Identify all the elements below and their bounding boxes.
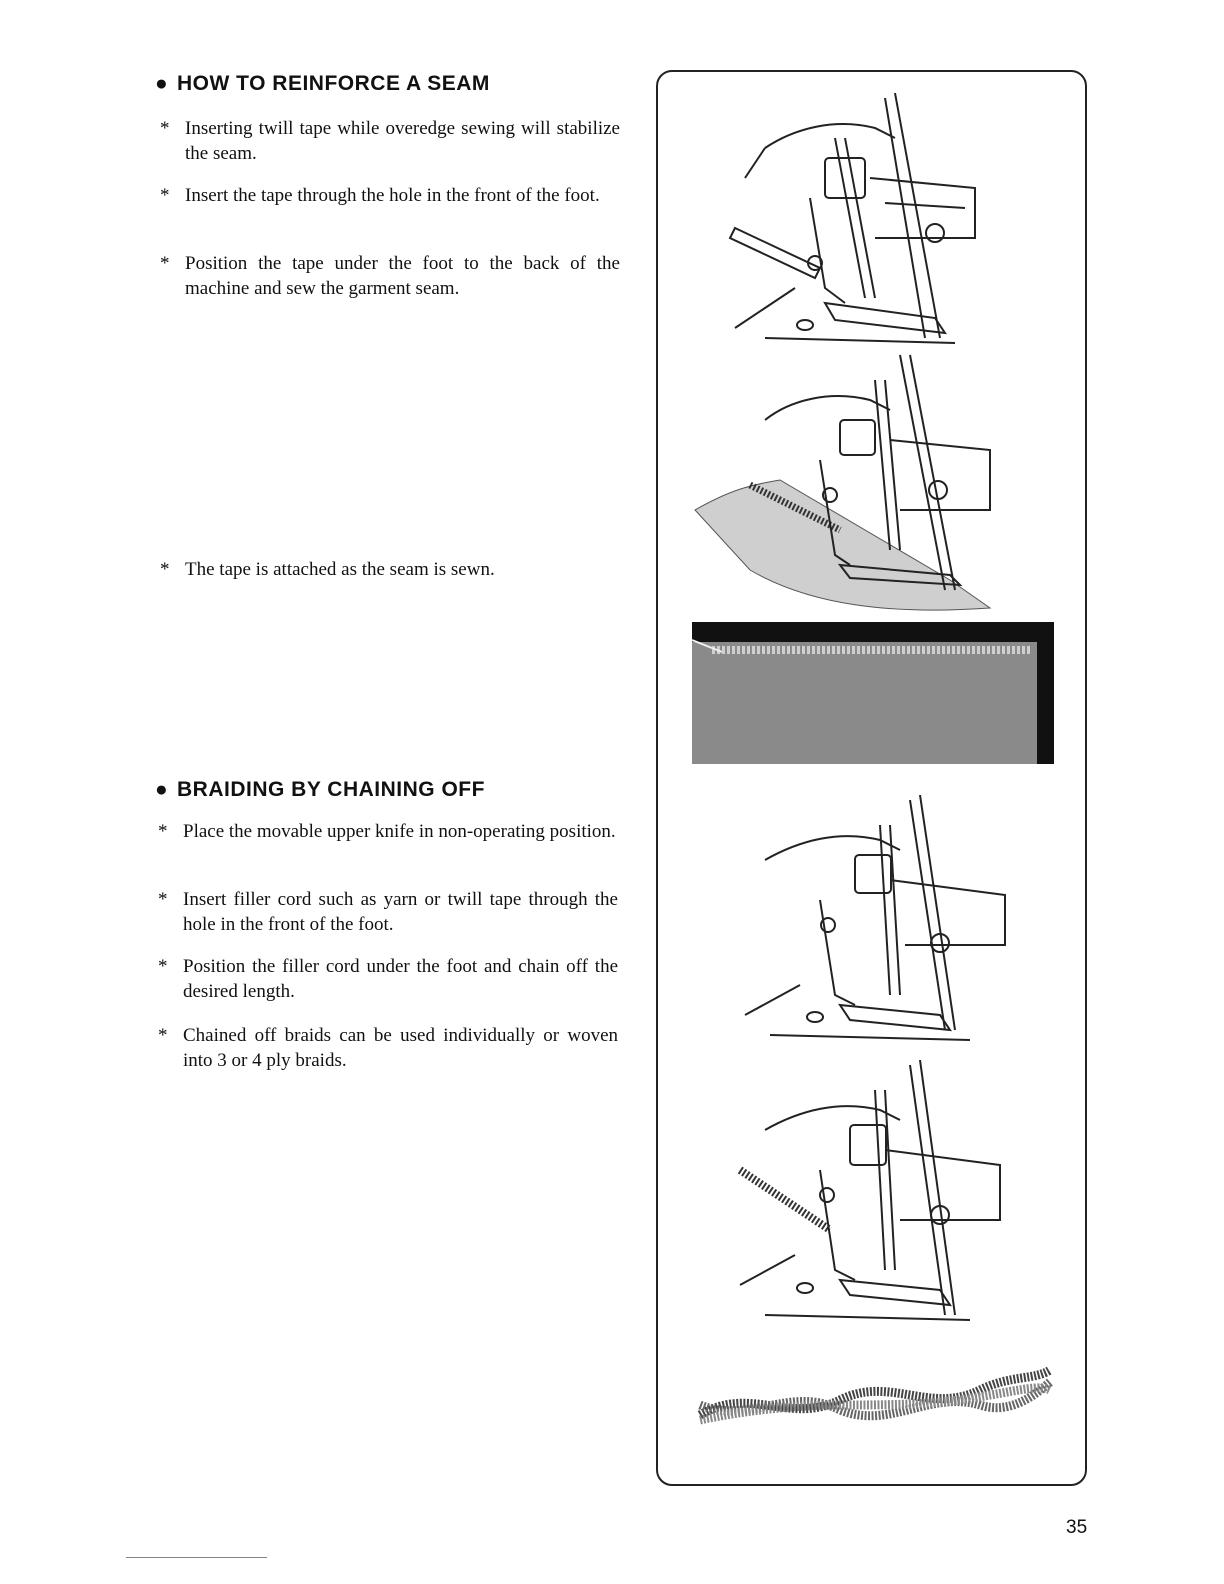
list-item — [158, 1023, 618, 1073]
item-text: Chained off braids can be used individually or woven into 3 or 4 ply braids. — [183, 1025, 618, 1071]
presser-foot-tape-illustration — [725, 88, 1025, 348]
asterisk-icon: * — [158, 1025, 168, 1046]
heading-text: BRAIDING BY CHAINING OFF — [177, 778, 485, 801]
item-text: Insert filler cord such as yarn or twill tape through the hole in the front of the foot. — [183, 889, 618, 935]
list-item — [160, 183, 620, 208]
item-text: Inserting twill tape while overedge sewing will stabilize the seam. — [185, 118, 620, 164]
list-item — [158, 887, 618, 937]
asterisk-icon: * — [160, 253, 170, 274]
section-heading-braiding — [155, 778, 485, 802]
list-item — [158, 819, 618, 844]
footer-rule — [126, 1557, 267, 1558]
item-text: Position the tape under the foot to the back of the machine and sew the garment seam. — [185, 253, 620, 299]
item-text: Position the filler cord under the foot and chain off the desired length. — [183, 956, 618, 1002]
filler-cord-illustration — [740, 795, 1020, 1045]
item-text: Place the movable upper knife in non-operating position. — [183, 821, 616, 842]
seam-sewing-illustration — [690, 350, 1020, 615]
section-heading-reinforce-seam — [155, 72, 490, 96]
asterisk-icon: * — [160, 185, 170, 206]
asterisk-icon: * — [158, 889, 168, 910]
list-item — [160, 251, 620, 301]
finished-seam-photo — [692, 622, 1054, 764]
list-item — [158, 954, 618, 1004]
list-item — [160, 116, 620, 166]
bullet-icon: ● — [155, 778, 169, 801]
asterisk-icon: * — [158, 956, 168, 977]
page-number: 35 — [1066, 1517, 1088, 1538]
item-text: Insert the tape through the hole in the front of the foot. — [185, 185, 600, 206]
chaining-off-illustration — [735, 1060, 1020, 1325]
item-text: The tape is attached as the seam is sewn. — [185, 559, 495, 580]
asterisk-icon: * — [160, 559, 170, 580]
woven-braid-illustration — [690, 1360, 1060, 1435]
bullet-icon: ● — [155, 72, 169, 95]
heading-text: HOW TO REINFORCE A SEAM — [177, 72, 490, 95]
list-item — [160, 557, 620, 582]
asterisk-icon: * — [158, 821, 168, 842]
asterisk-icon: * — [160, 118, 170, 139]
